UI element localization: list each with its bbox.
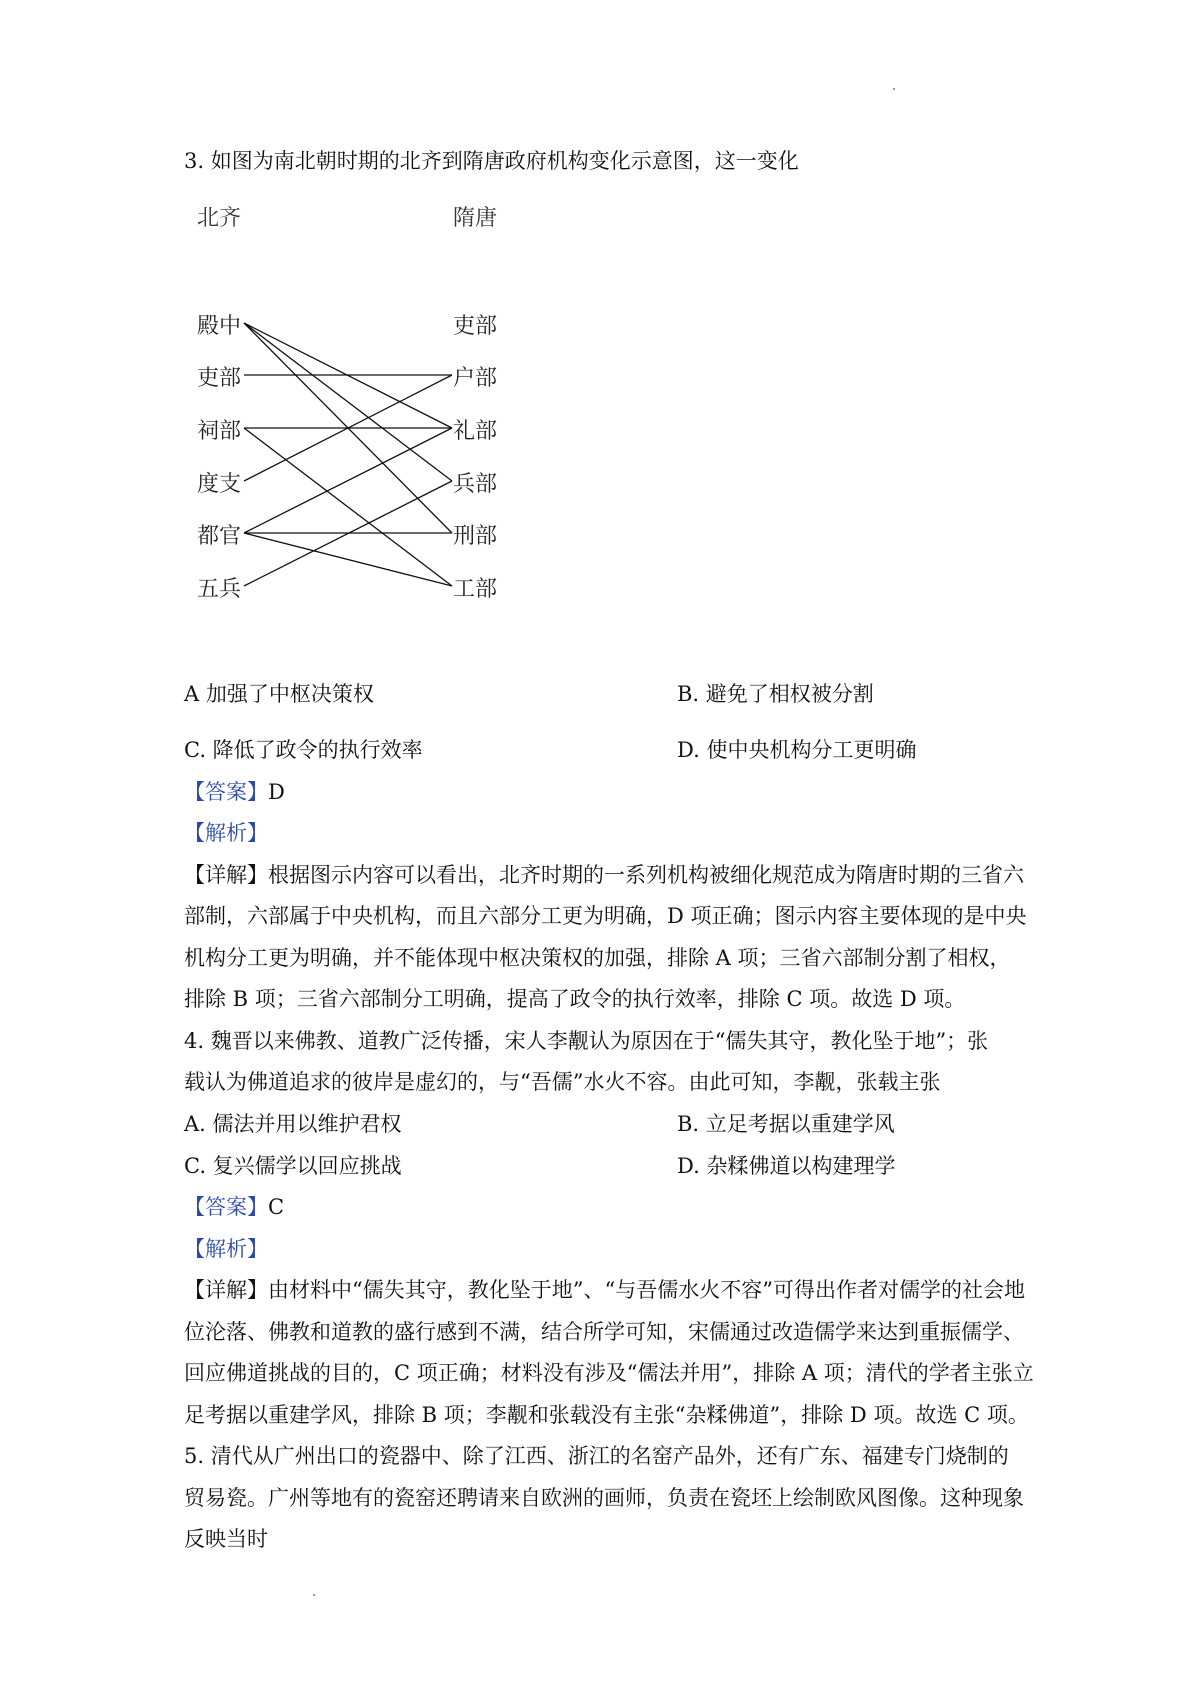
left-item: 五兵 xyxy=(197,577,242,602)
q4-option-d: D. 杂糅佛道以构建理学 xyxy=(677,1154,896,1178)
right-item: 刑部 xyxy=(453,524,498,549)
q4-detail-line: 回应佛道挑战的目的，C 项正确；材料没有涉及“儒法并用”，排除 A 项；清代的学者主张立 xyxy=(184,1361,1034,1385)
detail-tag: 【详解】 xyxy=(184,863,268,887)
q3-stem: 3. 如图为南北朝时期的北齐到隋唐政府机构变化示意图，这一变化 xyxy=(184,149,799,173)
q4-stem: 载认为佛道追求的彼岸是虚幻的，与“吾儒”水火不容。由此可知，李觏，张载主张 xyxy=(184,1070,941,1094)
q4-detail-line: 位沦落、佛教和道教的盛行感到不满，结合所学可知，宋儒通过改造儒学来达到重振儒学、 xyxy=(184,1320,1024,1344)
detail-tag: 【详解】 xyxy=(184,1278,268,1302)
q3-option-c: C. 降低了政令的执行效率 xyxy=(184,738,423,762)
mapping-line xyxy=(244,533,452,586)
answer-tag: 【答案】 xyxy=(184,1195,268,1219)
analysis-tag: 【解析】 xyxy=(184,821,268,845)
left-item: 吏部 xyxy=(197,366,242,391)
right-item: 兵部 xyxy=(453,472,498,497)
q4-analysis-line xyxy=(184,1235,1030,1263)
q4-stem: 4. 魏晋以来佛教、道教广泛传播，宋人李觏认为原因在于“儒失其守，教化坠于地”；张 xyxy=(184,1029,989,1053)
q4-option-a: A. 儒法并用以维护君权 xyxy=(184,1112,402,1136)
analysis-tag: 【解析】 xyxy=(184,1237,268,1261)
q3-analysis-line xyxy=(184,819,1030,847)
q4-option-b: B. 立足考据以重建学风 xyxy=(677,1112,895,1136)
detail-text: 由材料中“儒失其守，教化坠于地”、“与吾儒水火不容”可得出作者对儒学的社会地 xyxy=(268,1278,1025,1302)
left-item: 都官 xyxy=(197,524,242,549)
detail-text: 根据图示内容可以看出，北齐时期的一系列机构被细化规范成为隋唐时期的三省六 xyxy=(268,863,1024,887)
q3-answer: D xyxy=(268,780,285,804)
q4-option-c: C. 复兴儒学以回应挑战 xyxy=(184,1154,402,1178)
mapping-line xyxy=(244,323,452,481)
q3-detail-line xyxy=(184,861,1030,889)
mapping-lines xyxy=(244,323,452,586)
scan-speck xyxy=(893,88,895,90)
q3-detail-line: 机构分工更为明确，并不能体现中枢决策权的加强，排除 A 项；三省六部制分割了相权， xyxy=(184,946,1011,970)
left-item: 度支 xyxy=(197,472,242,497)
q4-detail-line: 足考据以重建学风，排除 B 项；李觏和张载没有主张“杂糅佛道”，排除 D 项。故选 C 项。 xyxy=(184,1403,1029,1427)
diagram-left-header: 北齐 xyxy=(197,206,242,231)
scan-speck xyxy=(313,1594,315,1596)
left-item: 殿中 xyxy=(197,314,242,339)
institution-change-diagram xyxy=(180,195,520,625)
right-item: 吏部 xyxy=(453,314,498,339)
right-item: 工部 xyxy=(453,577,498,602)
answer-tag: 【答案】 xyxy=(184,780,268,804)
q3-option-a: A 加强了中枢决策权 xyxy=(184,682,374,706)
q3-detail-line: 部制，六部属于中央机构，而且六部分工更为明确，D 项正确；图示内容主要体现的是中央 xyxy=(184,904,1027,928)
right-item: 户部 xyxy=(453,366,498,391)
q5-stem: 反映当时 xyxy=(184,1527,268,1551)
q3-option-d: D. 使中央机构分工更明确 xyxy=(677,738,917,762)
q4-answer: C xyxy=(268,1195,285,1219)
diagram-right-header: 隋唐 xyxy=(453,206,498,231)
q4-answer-line xyxy=(184,1193,1030,1221)
q5-stem: 贸易瓷。广州等地有的瓷窑还聘请来自欧洲的画师，负责在瓷坯上绘制欧风图像。这种现象 xyxy=(184,1486,1024,1510)
q3-answer-line xyxy=(184,778,1030,806)
q3-option-b: B. 避免了相权被分割 xyxy=(677,682,874,706)
mapping-line xyxy=(244,428,452,586)
right-item: 礼部 xyxy=(453,419,498,444)
q5-stem: 5. 清代从广州出口的瓷器中、除了江西、浙江的名窑产品外，还有广东、福建专门烧制的 xyxy=(184,1444,1009,1468)
q3-detail-line: 排除 B 项；三省六部制分工明确，提高了政令的执行效率，排除 C 项。故选 D 项。 xyxy=(184,987,966,1011)
left-item: 祠部 xyxy=(197,419,242,444)
q4-detail-line xyxy=(184,1276,1030,1304)
mapping-line xyxy=(244,428,452,533)
